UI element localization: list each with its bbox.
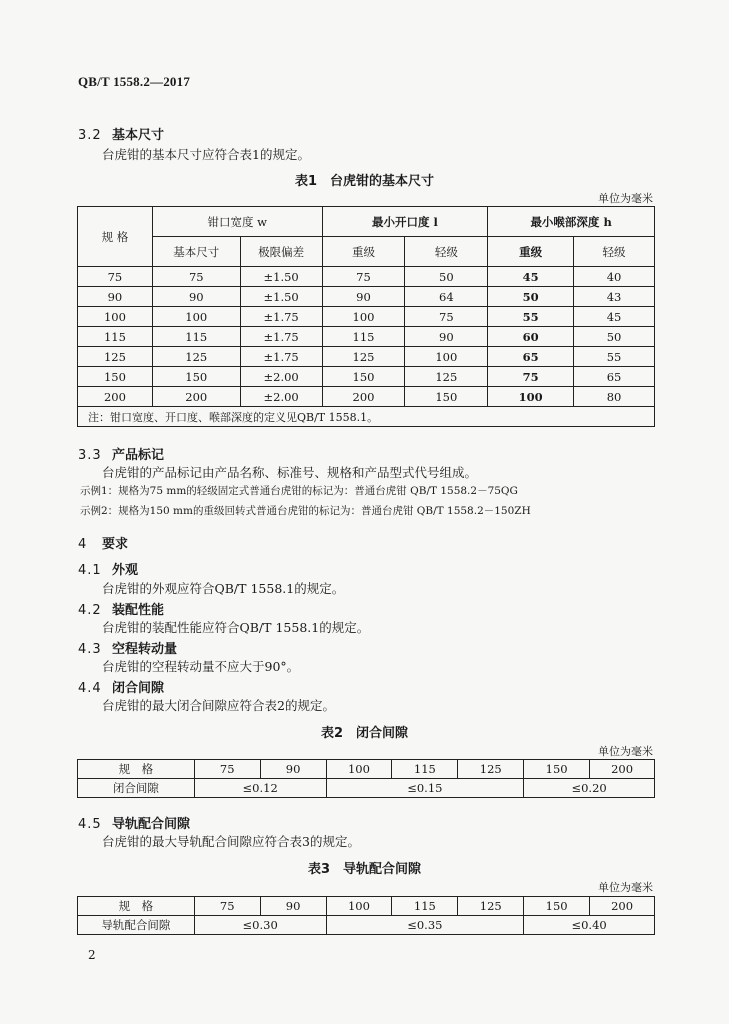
- table2-row-label: 闭合间隙: [78, 779, 195, 798]
- table-cell: 75: [152, 267, 240, 287]
- table1-caption: 表1 台虎钳的基本尺寸: [294, 174, 435, 189]
- table-cell: 43: [574, 287, 655, 307]
- table-cell: ±1.50: [240, 287, 322, 307]
- table2-unit: 单位为毫米: [598, 745, 653, 758]
- table-row: [78, 347, 655, 367]
- table1-header-spec: 规 格: [78, 207, 153, 267]
- table3-guide-rail-gap: [77, 896, 655, 935]
- table-cell: 200: [152, 387, 240, 407]
- table1-header-heavy-opening: 重级: [322, 237, 405, 267]
- table-cell: 115: [152, 327, 240, 347]
- table-cell: ≤0.15: [326, 779, 524, 798]
- section-4-2-heading: 4.2 装配性能: [78, 603, 165, 618]
- table1-basic-dimensions: [77, 206, 655, 427]
- table2-caption: 表2 闭合间隙: [320, 726, 409, 741]
- table-cell: 200: [590, 897, 655, 916]
- table-cell: 150: [524, 760, 590, 779]
- table-cell: 90: [78, 287, 153, 307]
- section-4-4-heading: 4.4 闭合间隙: [78, 681, 165, 696]
- table-cell: 90: [260, 760, 326, 779]
- table-cell: 50: [488, 287, 574, 307]
- section-4-3-heading: 4.3 空程转动量: [78, 642, 178, 657]
- table3-unit: 单位为毫米: [598, 881, 653, 894]
- table-cell: ≤0.40: [524, 916, 655, 935]
- table-cell: 90: [405, 327, 488, 347]
- table-cell: 100: [405, 347, 488, 367]
- table3-caption: 表3 导轨配合间隙: [307, 862, 422, 877]
- table-cell: ±2.00: [240, 367, 322, 387]
- table-cell: ≤0.35: [326, 916, 524, 935]
- section-4-5-heading: 4.5 导轨配合间隙: [78, 817, 191, 832]
- table-cell: 125: [405, 367, 488, 387]
- table-row: [78, 367, 655, 387]
- table-cell: 75: [194, 897, 260, 916]
- table-cell: 45: [574, 307, 655, 327]
- table1-header-width: 钳口宽度 w: [152, 207, 322, 237]
- table-cell: 115: [322, 327, 405, 347]
- table3-header-spec: 规 格: [78, 897, 195, 916]
- table-cell: ±1.75: [240, 347, 322, 367]
- section-4-heading: 4 要求: [78, 537, 129, 552]
- section-3-2-text: 台虎钳的基本尺寸应符合表1的规定。: [102, 147, 310, 162]
- table-row: [78, 327, 655, 347]
- table1-header-opening: 最小开口度 l: [322, 207, 488, 237]
- table-cell: ≤0.30: [194, 916, 326, 935]
- section-3-3-text: 台虎钳的产品标记由产品名称、标准号、规格和产品型式代号组成。: [102, 465, 478, 480]
- table-cell: 125: [78, 347, 153, 367]
- table-cell: 40: [574, 267, 655, 287]
- table1-header-light-throat: 轻级: [574, 237, 655, 267]
- table-cell: 125: [458, 760, 524, 779]
- section-4-1-text: 台虎钳的外观应符合QB/T 1558.1的规定。: [102, 581, 345, 596]
- table-cell: 80: [574, 387, 655, 407]
- table-cell: 150: [152, 367, 240, 387]
- section-4-4-text: 台虎钳的最大闭合间隙应符合表2的规定。: [102, 698, 335, 713]
- section-4-3-text: 台虎钳的空程转动量不应大于90°。: [102, 659, 300, 674]
- section-4-5-text: 台虎钳的最大导轨配合间隙应符合表3的规定。: [102, 834, 360, 849]
- table-cell: 100: [488, 387, 574, 407]
- table3-row-label: 导轨配合间隙: [78, 916, 195, 935]
- table-cell: 90: [322, 287, 405, 307]
- table-cell: 150: [78, 367, 153, 387]
- table-cell: 90: [152, 287, 240, 307]
- table-cell: ≤0.20: [524, 779, 655, 798]
- table-cell: 200: [322, 387, 405, 407]
- table-cell: ±1.75: [240, 307, 322, 327]
- table-cell: 100: [326, 760, 392, 779]
- table1-unit: 单位为毫米: [598, 192, 653, 205]
- table1-header-light-opening: 轻级: [405, 237, 488, 267]
- table-cell: 100: [78, 307, 153, 327]
- table-cell: 65: [574, 367, 655, 387]
- table-cell: 75: [78, 267, 153, 287]
- table-cell: 115: [392, 897, 458, 916]
- table-cell: 75: [488, 367, 574, 387]
- page-number: 2: [88, 948, 96, 962]
- table-row: [78, 287, 655, 307]
- table-cell: ±1.50: [240, 267, 322, 287]
- table-cell: 50: [405, 267, 488, 287]
- table1-header-throat: 最小喉部深度 h: [488, 207, 655, 237]
- table1-header-basic: 基本尺寸: [152, 237, 240, 267]
- table-cell: 115: [392, 760, 458, 779]
- table1-header-heavy-throat: 重级: [488, 237, 574, 267]
- table-cell: 125: [458, 897, 524, 916]
- table-cell: 150: [322, 367, 405, 387]
- table-cell: 75: [194, 760, 260, 779]
- table-cell: 150: [524, 897, 590, 916]
- table-cell: 100: [326, 897, 392, 916]
- table-cell: 60: [488, 327, 574, 347]
- example-2: 示例2：规格为150 mm的重级回转式普通台虎钳的标记为：普通台虎钳 QB/T 1558.2－150ZH: [80, 505, 531, 517]
- section-4-2-text: 台虎钳的装配性能应符合QB/T 1558.1的规定。: [102, 620, 370, 635]
- table-cell: 100: [152, 307, 240, 327]
- table-cell: 55: [488, 307, 574, 327]
- table-cell: 65: [488, 347, 574, 367]
- table-cell: 64: [405, 287, 488, 307]
- table-row: [78, 267, 655, 287]
- table1-header-deviation: 极限偏差: [240, 237, 322, 267]
- table-row: [78, 387, 655, 407]
- table-cell: 45: [488, 267, 574, 287]
- table-cell: 115: [78, 327, 153, 347]
- table-cell: 75: [322, 267, 405, 287]
- table-cell: 50: [574, 327, 655, 347]
- table-cell: 125: [322, 347, 405, 367]
- table-cell: 100: [322, 307, 405, 327]
- table-cell: 125: [152, 347, 240, 367]
- standard-header: QB/T 1558.2—2017: [78, 74, 191, 89]
- section-3-2-heading: 3.2 基本尺寸: [78, 128, 165, 143]
- table-row: [78, 307, 655, 327]
- section-4-1-heading: 4.1 外观: [78, 563, 139, 578]
- table-cell: 90: [260, 897, 326, 916]
- table-cell: ±2.00: [240, 387, 322, 407]
- table-cell: 200: [590, 760, 655, 779]
- table-cell: 55: [574, 347, 655, 367]
- table-cell: ≤0.12: [194, 779, 326, 798]
- table-cell: 150: [405, 387, 488, 407]
- table-cell: 75: [405, 307, 488, 327]
- table2-header-spec: 规 格: [78, 760, 195, 779]
- table-cell: 200: [78, 387, 153, 407]
- section-3-3-heading: 3.3 产品标记: [78, 448, 165, 463]
- table-cell: ±1.75: [240, 327, 322, 347]
- table2-closing-gap: [77, 759, 655, 798]
- example-1: 示例1：规格为75 mm的轻级固定式普通台虎钳的标记为：普通台虎钳 QB/T 1558.2－75QG: [80, 485, 518, 497]
- table1-note: 注：钳口宽度、开口度、喉部深度的定义见QB/T 1558.1。: [78, 407, 655, 427]
